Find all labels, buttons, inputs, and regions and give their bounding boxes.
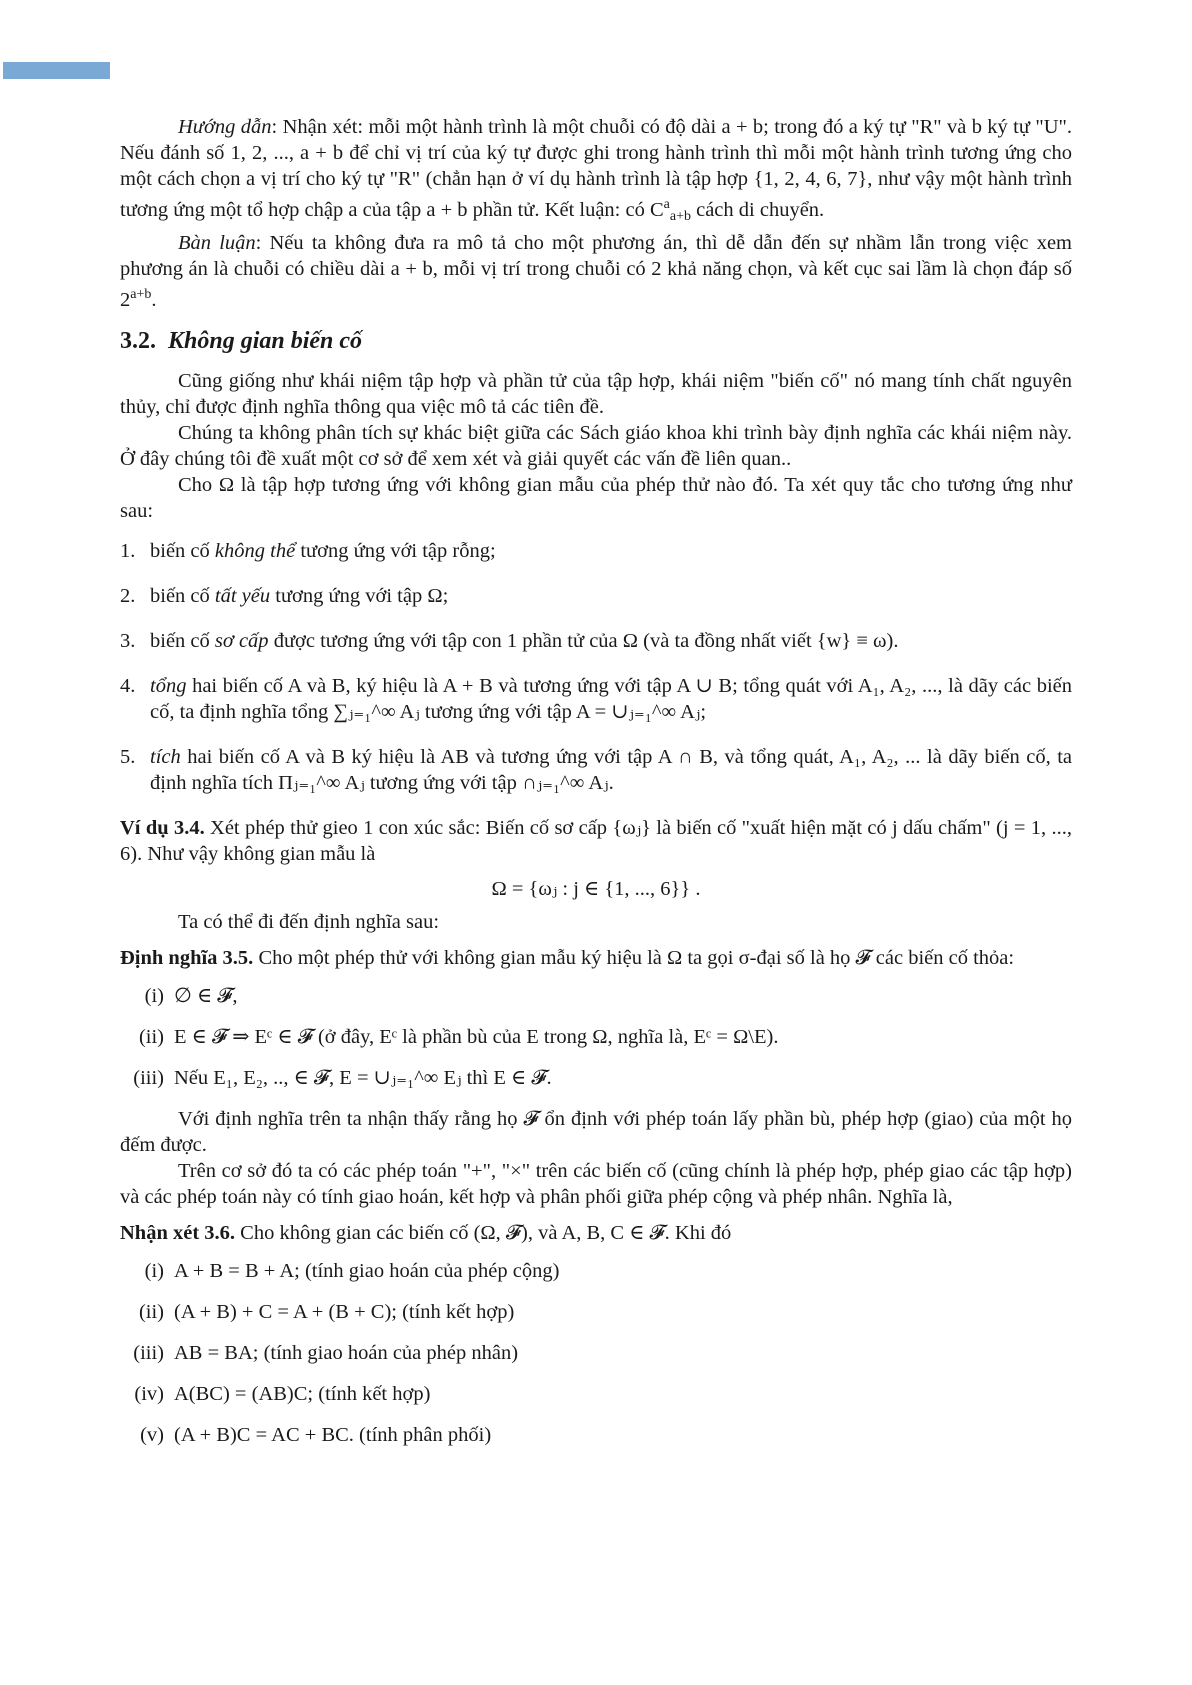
remark-item: (v) (A + B)C = AC + BC. (tính phân phối) (140, 1424, 492, 1446)
rule-item: 3. biến cố sơ cấp được tương ứng với tập con 1 phần tử của Ω (và ta đồng nhất viết {w} ≡ ω). (120, 630, 899, 652)
definition-item: (ii) E ∈ 𝓕 ⇒ Eᶜ ∈ 𝓕 (ở đây, Eᶜ là phần bù của E trong Ω, nghĩa là, Eᶜ = Ω\E). (138, 1026, 779, 1048)
example-paragraph (120, 815, 1072, 867)
definition-label: Định nghĩa 3.5. (120, 947, 254, 969)
remark-text: Cho không gian các biến cố (Ω, 𝓕), và A, B, C ∈ 𝓕. Khi đó (235, 1222, 732, 1244)
rule-item: 1. biến cố không thể tương ứng với tập rỗng; (120, 540, 496, 562)
definition-after-2: Trên cơ sở đó ta có các phép toán "+", "×" trên các biến cố (cũng chính là phép hợp, phép giao các tập hợp) và các phép toán này có tính giao hoán, kết hợp và phân phối giữa phép cộng và phép nhân. Nghĩa là, (120, 1160, 1072, 1208)
example-after: Ta có thể đi đến định nghĩa sau: (178, 911, 440, 933)
remark-item: (iv) A(BC) = (AB)C; (tính kết hợp) (134, 1383, 431, 1405)
definition-after-1: Với định nghĩa trên ta nhận thấy rằng họ 𝓕 ổn định với phép toán lấy phần bù, phép hợp (giao) của một họ đếm được. (120, 1108, 1072, 1156)
rules-list (120, 538, 1072, 796)
remark-item: (iii) AB = BA; (tính giao hoán của phép nhân) (133, 1342, 519, 1364)
remark-items (120, 1258, 1072, 1448)
guide-end: cách di chuyển. (690, 199, 825, 221)
guide-sup: a (663, 197, 670, 212)
remark-label: Nhận xét 3.6. (120, 1222, 236, 1244)
remark-item: (ii) (A + B) + C = A + (B + C); (tính kết hợp) (138, 1301, 515, 1323)
rule-item: 2. biến cố tất yếu tương ứng với tập Ω; (120, 585, 449, 607)
header-accent-bar (3, 62, 110, 79)
discussion-text: : Nếu ta không đưa ra mô tả cho một phương án, thì dễ dẫn đến sự nhầm lẫn trong việc xem phương án là chuỗi có chiều dài a + b, mỗi vị trí trong chuỗi có 2 khả năng chọn, và kết cục sai lầm là chọn đáp số 2 (120, 232, 1072, 311)
section-title: Không gian biến cố (168, 328, 363, 354)
guide-label: Hướng dẫn (178, 116, 272, 138)
definition-item: (iii) Nếu E₁, E₂, .., ∈ 𝓕, E = ∪ⱼ₌₁^∞ Eⱼ thì E ∈ 𝓕. (133, 1067, 552, 1089)
guide-paragraph (120, 114, 1072, 230)
guide-text: : Nhận xét: mỗi một hành trình là một chuỗi có độ dài a + b; trong đó a ký tự "R" và b ký tự "U". Nếu đánh số 1, 2, ..., a + b để chỉ vị trí của ký tự được ghi trong hành trình thì mỗi một hành trình tương ứng cho một cách chọn a vị trí cho ký tự "R" (chẳn hạn ở ví dụ hành trình là tập hợp {1, 2, 4, 6, 7}, như vậy một hành trình tương ứng một tổ hợp chập a của tập a + b phần tử. Kết luận: có C (120, 116, 1072, 221)
definition-text: Cho một phép thử với không gian mẫu ký hiệu là Ω ta gọi σ-đại số là họ 𝓕 các biến cố thỏa: (253, 947, 1015, 969)
body-paragraph-1: Cũng giống như khái niệm tập hợp và phần tử của tập hợp, khái niệm "biến cố" nó mang tính chất nguyên thủy, chỉ được định nghĩa thông qua việc mô tả các tiên đề. (120, 370, 1072, 418)
sample-space-equation: Ω = {ωⱼ : j ∈ {1, ..., 6}} . (491, 878, 701, 900)
discussion-label: Bàn luận (178, 232, 256, 254)
example-label: Ví dụ 3.4. (120, 817, 205, 839)
remark-item: (i) A + B = B + A; (tính giao hoán của phép cộng) (144, 1260, 560, 1282)
discussion-sup: a+b (130, 287, 152, 302)
discussion-paragraph (120, 230, 1072, 313)
definition-items (120, 983, 1072, 1091)
body-paragraph-2: Chúng ta không phân tích sự khác biệt giữa các Sách giáo khoa khi trình bày định nghĩa các khái niệm này. Ở đây chúng tôi đề xuất một cơ sở để xem xét và giải quyết các vấn đề liên quan.. (120, 422, 1072, 470)
rule-item: 4. tổng hai biến cố A và B, ký hiệu là A + B và tương ứng với tập A ∪ B; tổng quát với A₁, A₂, ..., là dãy các biến cố, ta định nghĩa tổng ∑ⱼ₌₁^∞ Aⱼ tương ứng với tập A = ∪ⱼ₌₁^∞ Aⱼ; (120, 675, 1072, 723)
body-paragraph-3: Cho Ω là tập hợp tương ứng với không gian mẫu của phép thử nào đó. Ta xét quy tắc cho tương ứng như sau: (120, 474, 1072, 522)
guide-sub: a+b (669, 209, 691, 224)
discussion-end: . (151, 289, 157, 311)
definition-item: (i) ∅ ∈ 𝓕, (144, 985, 238, 1007)
remark-paragraph (120, 1220, 1072, 1246)
page-content (120, 114, 1072, 1463)
definition-paragraph (120, 945, 1072, 971)
example-text: Xét phép thử gieo 1 con xúc sắc: Biến cố sơ cấp {ωⱼ} là biến cố "xuất hiện mặt có j dấu chấm" (j = 1, ..., 6). Như vậy không gian mẫu là (120, 817, 1072, 865)
rule-item: 5. tích hai biến cố A và B ký hiệu là AB và tương ứng với tập A ∩ B, và tổng quát, A₁, A₂, ... là dãy biến cố, ta định nghĩa tích Πⱼ₌₁^∞ Aⱼ tương ứng với tập ∩ⱼ₌₁^∞ Aⱼ. (120, 746, 1072, 794)
section-heading (120, 326, 1072, 356)
section-number: 3.2. (120, 328, 156, 354)
